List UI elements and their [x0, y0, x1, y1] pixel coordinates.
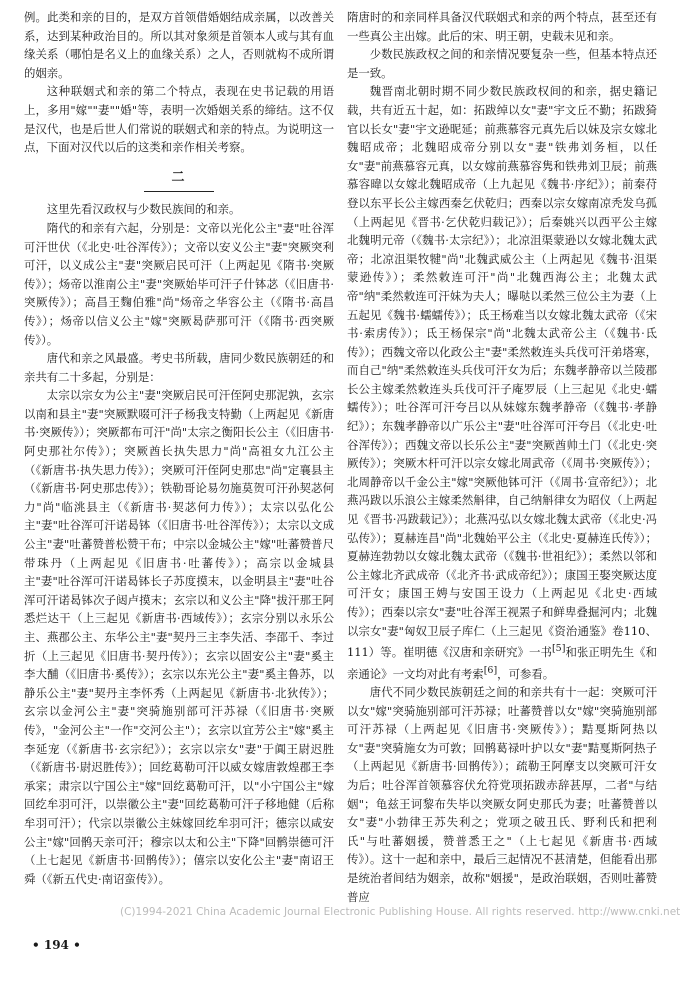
paragraph: 这里先看汉政权与少数民族间的和亲。	[46, 202, 241, 217]
section-rule	[144, 191, 214, 192]
paragraph: 例。此类和亲的目的，是双方首领借婚姻结成亲属，以改善关系，达到某种政治目的。所以其对象须是首领本人或与其有血缘关系（哪怕是名义上的血缘关系）之人，否则就构不成所谓的姻亲。	[24, 10, 334, 80]
paragraph: 唐代不同少数民族朝廷之间的和亲共有十一起：突厥可汗以女"嫁"突骑施别部可汗苏禄；吐蕃赞普以女"嫁"突骑施别部可汗苏禄（上两起见《旧唐书·突厥传》）；黠戛斯阿热以女"妻"突骑施女为可敦；回鹘葛禄叶护以女"妻"黠戛斯阿热子（上两起见《新唐书·回鹘传》）；疏勒王阿摩支以突厥可汗女为后；吐谷浑首领慕容伏允符党项拓跋赤辞甚厚，二者"与结姻"；龟兹王诃黎布失毕以突厥女阿史那氏为妻；吐蕃赞普以女"妻"小勃律王苏失利之；党项之破丑氏、野利氏和把利氏"与吐蕃姻援，赞普悉王之"（上七起见《新唐书·西域传》）。这十一起和亲中，最后三起情况不甚清楚，但能看出那是统治者间结为姻亲，故称"姻援"，是政治联姻，否则吐蕃赞普应	[347, 684, 657, 904]
reference-marker[interactable]: [6]	[483, 664, 498, 676]
paragraph-text: 魏晋南北朝时期不同少数民族政权间的和亲，据史籍记载，共有近五十起，如：拓跋绰以女"妻"宇文丘不勤；拓跋猗官以长女"妻"宇文逊昵延；前燕慕容元真先后以妹及宗女嫁北魏昭成帝；北魏昭成帝分别以女"妻"铁弗刘务桓，以任女"妻"前燕慕容元真，以女嫁前燕慕容隽和铁弗刘卫辰；前燕慕容暐以女嫁北魏昭成帝（上九起见《魏书·序纪》）；前秦苻登以东平长公主嫁西秦乞伏乾归；西秦以宗女嫁南凉秃发乌孤（上两起见《晋书·乞伏乾归载记》）；后秦姚兴以西平公主嫁北魏明元帝（《魏书·太宗纪》）；北凉沮渠蒙逊以女嫁北魏太武帝；北凉沮渠牧犍"尚"北魏武威公主（上两起见《魏书·沮渠蒙逊传》）；柔然敕连可汗"尚"北魏西海公主；北魏太武帝"纳"柔然敕连可汗妹为夫人；曝哒以柔然三位公主为妻（上五起见《魏书·蠕蠕传》）；氐王杨难当以女嫁北魏太武帝（《宋书·索虏传》）；氐王杨保宗"尚"北魏太武帝公主（《魏书·氐传》）；西魏文帝以化政公主"妻"柔然敕连头兵伐可汗弟塔寒，而自己"纳"柔然敕连头兵伐可汗女为后；东魏孝静帝以兰陵郡长公主嫁柔然敕连头兵伐可汗子庵罗辰（上三起见《北史·蠕蠕传》）；吐谷浑可汗夸吕以从妹嫁东魏孝静帝（《魏书·孝静纪》）；东魏孝静帝以广乐公主"妻"吐谷浑可汗夸吕（《北史·吐谷浑传》）；西魏文帝以长乐公主"妻"突厥酋帅土门（《北史·突厥传》）；突厥木杆可汗以宗女嫁北周武帝（《周书·突厥传》）；北周静帝以千金公主"嫁"突厥他钵可汗（《周书·宣帝纪》）；北燕冯跋以乐浪公主嫁柔然斛律，自己纳斛律女为昭仪（上两起见《晋书·冯跋载记》）；北燕冯弘以女嫁北魏太武帝（《北史·冯弘传》）；夏赫连昌"尚"北魏始平公主（《北史·夏赫连氏传》）；夏赫连勃勃以女嫁北魏太武帝（《魏书·世祖纪》）；柔然以邻和公主嫁北齐武成帝（《北齐书·武成帝纪》）；康国王娶突厥达度可汗女；康国王娉与安国王设力（上两起见《北史·西域传》）；西秦以宗女"妻"吐谷浑王视罴子和鲜卑叠掘河内；北魏以宗女"妻"匈奴卫辰子库仁（上三起见《资治通鉴》卷110、111）等。崔明德《汉唐和亲研究》一书	[347, 84, 657, 659]
left-column	[24, 8, 334, 888]
page-number: • 194 •	[32, 938, 81, 952]
paragraph-text: ，可参看。	[497, 666, 555, 681]
paragraph: 这种联姻式和亲的第二个特点，表现在史书记载的用语上，多用"嫁""妻""婚"等，表明一次婚姻关系的缔结。这不仅是汉代，也是后世人们常说的联姻式和亲的特点。为说明这一点，下面对汉代以后的这类和亲作相关考察。	[24, 84, 334, 155]
paragraph: 隋唐时的和亲同样具备汉代联姻式和亲的两个特点，甚至还有一些真公主出嫁。此后的宋、明王朝，史载未见和亲。	[347, 10, 657, 43]
paragraph: 少数民族政权之间的和亲情况要复杂一些，但基本特点还是一致。	[347, 47, 657, 80]
copyright-watermark: (C)1994-2021 China Academic Journal Electronic Publishing House. All rights reserved. http://www.cnki.net	[120, 906, 681, 918]
paragraph	[347, 82, 657, 683]
section-heading: 二	[171, 169, 187, 185]
reference-marker[interactable]: [5]	[551, 643, 566, 655]
right-column	[347, 8, 657, 906]
paragraph: 太宗以宗女为公主"妻"突厥启民可汗侄阿史那泥孰，玄宗以南和县主"妻"突厥默啜可汗子杨我支特勤（上两起见《新唐书·突厥传》）；突厥都布可汗"尚"太宗之衡阳长公主（《旧唐书·阿史那社尔传》）；突厥酋长执失思力"尚"高祖女九江公主（《新唐书·执失思力传》）；突厥可汗侄阿史那忠"尚"定襄县主（《新唐书·阿史那忠传》）；铁勒哥论易勿施莫贺可汗孙契苾何力"尚"临洮县主（《新唐书·契苾何力传》）；太宗以弘化公主"妻"吐谷浑可汗诺曷钵（《旧唐书·吐谷浑传》）；太宗以文成公主"妻"吐蕃赞普松赞干布；中宗以金城公主"嫁"吐蕃赞普尺带珠丹（上两起见《旧唐书·吐蕃传》）；高宗以金城县主"妻"吐谷浑可汗诺曷钵长子苏度摸末，以金明县主"妻"吐谷浑可汗诺曷钵次子闼卢摸末；玄宗以和义公主"降"拔汗那王阿悉烂达干（上三起见《新唐书·西域传》）；玄宗分别以永乐公主、燕郡公主、东华公主"妻"契丹三主李失活、李邵千、李过折（上三起见《旧唐书·契丹传》）；玄宗以固安公主"妻"奚主李大酺（《旧唐书·奚传》）；玄宗以东光公主"妻"奚主鲁苏，以静乐公主"妻"契丹主李怀秀（上两起见《新唐书·北狄传》）；玄宗以金河公主"妻"突骑施别部可汗苏禄（《旧唐书·突厥传》，"金河公主"一作"交河公主"）；玄宗以宜芳公主"嫁"奚主李延宠（《新唐书·玄宗纪》）；玄宗以宗女"妻"于阗王尉迟胜（《新唐书·尉迟胜传》）；回纥葛勒可汗以威女嫁唐敦煌郡王李承寀；肃宗以宁国公主"嫁"回纥葛勒可汗，以"小宁国公主"嫁回纥牟羽可汗，以崇徽公主"妻"回纥葛勒可汗子移地健（后称牟羽可汗）；代宗以崇徽公主妹嫁回纥牟羽可汗；德宗以咸安公主"嫁"回鹘天亲可汗；穆宗以太和公主"下降"回鹘崇德可汗（上七起见《新唐书·回鹘传》）；僖宗以安化公主"妻"南诏王舜（《新五代史·南诏蛮传》）。	[24, 388, 334, 886]
paragraph-text: 和张正明先生《和亲通论》一文均对此有考索	[347, 644, 657, 681]
paragraph: 隋代的和亲有六起，分别是：文帝以光化公主"妻"吐谷浑可汗世伏（《北史·吐谷浑传》）；文帝以安义公主"妻"突厥突利可汗，以义成公主"妻"突厥启民可汗（上两起见《隋书·突厥传》）；炀帝以淮南公主"妻"突厥始毕可汗子什钵苾（《旧唐书·突厥传》）；高昌王麴伯雅"尚"炀帝之华容公主（《隋书·高昌传》）；炀帝以信义公主"嫁"突厥曷萨那可汗（《隋书·西突厥传》）。	[24, 220, 334, 347]
paragraph: 唐代和亲之风最盛。考史书所载，唐同少数民族朝廷的和亲共有二十多起，分别是：	[24, 351, 334, 384]
